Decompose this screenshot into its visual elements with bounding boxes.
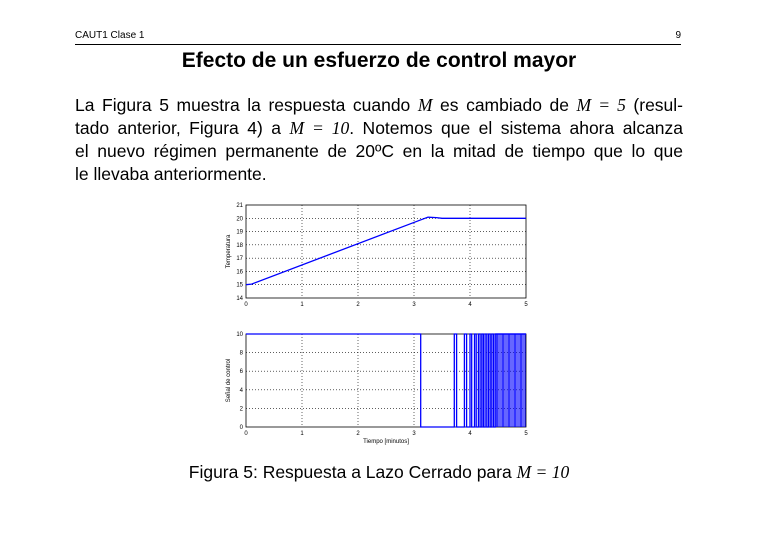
math-symbol: M <box>417 95 433 115</box>
text-run: tado anterior, Figura 4) a <box>75 118 290 138</box>
math-equation: M = 5 <box>576 95 626 115</box>
text-run: (resul- <box>625 95 683 115</box>
y-tick-label: 8 <box>239 350 243 357</box>
x-axis-label: Tiempo [minutos] <box>363 439 409 445</box>
x-tick-label: 3 <box>412 302 416 308</box>
paragraph-line-4: le llevaba anteriormente. <box>75 164 267 184</box>
y-tick-label: 10 <box>236 332 243 338</box>
x-tick-label: 4 <box>468 431 472 437</box>
x-tick-label: 4 <box>468 302 472 308</box>
text-run: La Figura 5 muestra la respuesta cuando <box>75 95 418 115</box>
math-equation: M = 10 <box>289 118 350 138</box>
x-tick-label: 2 <box>356 302 360 308</box>
slide-title: Efecto de un esfuerzo de control mayor <box>181 49 577 72</box>
series-line <box>246 217 526 285</box>
caption-equation: M = 10 <box>516 462 570 482</box>
x-tick-label: 0 <box>244 302 248 308</box>
x-tick-label: 5 <box>524 431 528 437</box>
text-run: es cambiado de <box>432 95 577 115</box>
figure-caption <box>0 462 758 483</box>
y-tick-label: 20 <box>236 216 243 223</box>
y-axis-label: Temperatura <box>226 234 232 269</box>
y-tick-label: 4 <box>239 387 243 394</box>
slide-number: 9 <box>675 30 681 41</box>
y-tick-label: 6 <box>239 369 243 376</box>
text-run: . Notemos que el sistema ahora alcanza <box>349 118 684 138</box>
y-tick-label: 19 <box>236 229 243 236</box>
caption-text: Figura 5: Respuesta a Lazo Cerrado para <box>188 462 517 482</box>
x-tick-label: 2 <box>356 431 360 437</box>
course-label: CAUT1 Clase 1 <box>75 30 145 41</box>
y-tick-label: 2 <box>239 406 243 413</box>
series-line <box>246 334 526 427</box>
y-axis-label: Señal de control <box>226 358 232 403</box>
x-tick-label: 1 <box>300 431 304 437</box>
x-tick-label: 0 <box>244 431 248 437</box>
x-tick-label: 5 <box>524 302 528 308</box>
y-tick-label: 17 <box>236 256 243 263</box>
series-line-dense <box>495 334 525 427</box>
y-tick-label: 21 <box>236 203 243 209</box>
y-tick-label: 18 <box>236 242 243 249</box>
paragraph-line-3: el nuevo régimen permanente de 20ºC en la mitad de tiempo que lo que <box>75 141 683 161</box>
y-tick-label: 15 <box>236 282 243 289</box>
x-tick-label: 3 <box>412 431 416 437</box>
y-tick-label: 0 <box>239 425 243 431</box>
y-tick-label: 14 <box>236 296 243 302</box>
x-tick-label: 1 <box>300 302 304 308</box>
y-tick-label: 16 <box>236 269 243 276</box>
